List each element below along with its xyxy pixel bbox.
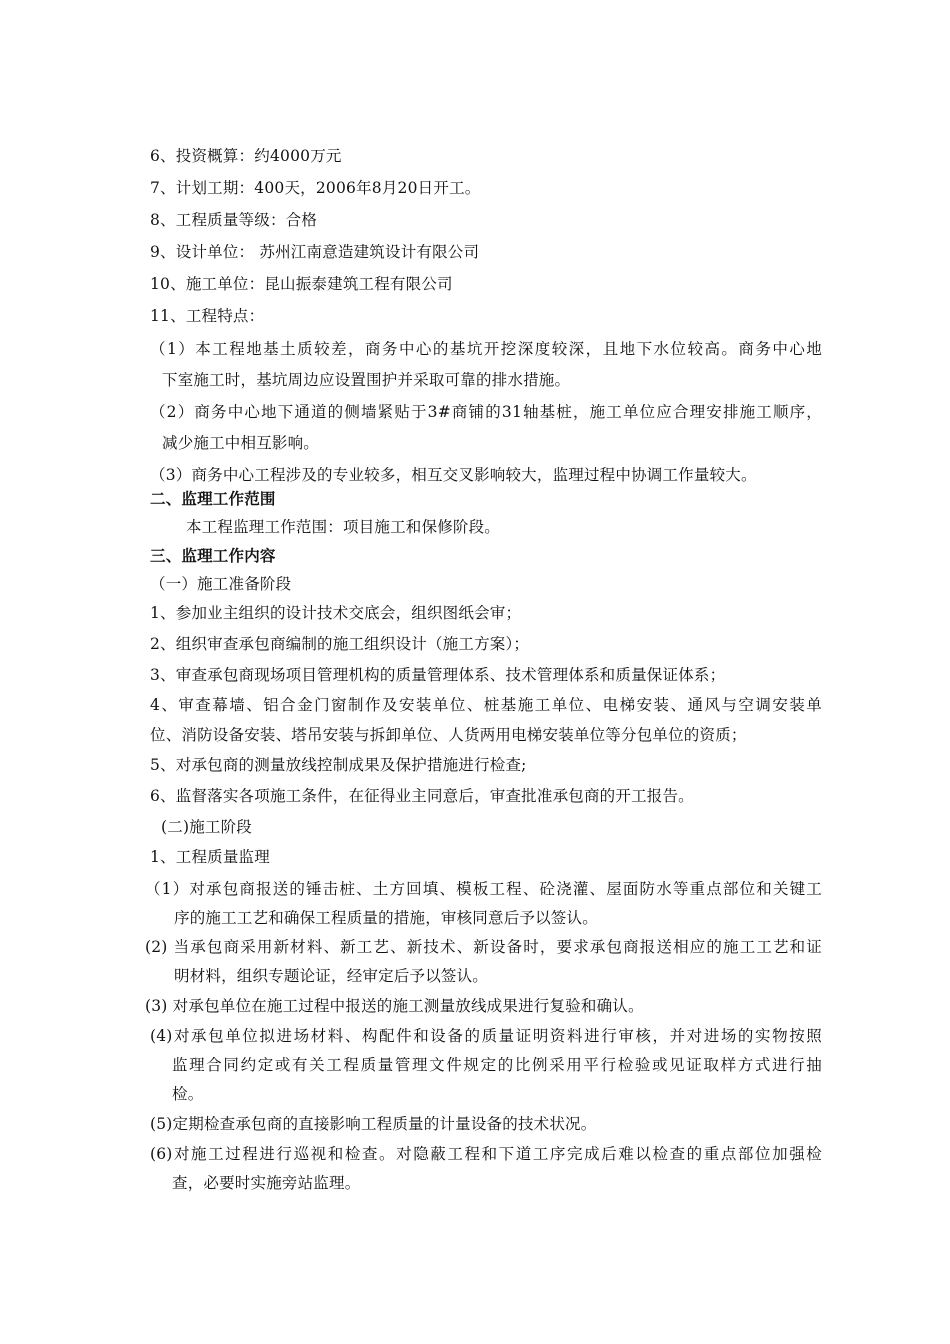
prep-item-4-line-2: 位、消防设备安装、塔吊安装与拆卸单位、人货两用电梯安装单位等分包单位的资质； (150, 726, 747, 744)
schedule-line: 7、计划工期：400天，2006年8月20日开工。 (150, 179, 481, 197)
quality-item-5: (5)定期检查承包商的直接影响工程质量的计量设备的技术状况。 (150, 1115, 597, 1133)
feature-2-line-2: 减少施工中相互影响。 (162, 434, 320, 452)
feature-3-line-1: （3）商务中心工程涉及的专业较多，相互交叉影响较大，监理过程中协调工作量较大。 (150, 466, 757, 484)
construction-stage-title: (二)施工阶段 (161, 818, 252, 836)
prep-item-4-line-1: 4、审查幕墙、铝合金门窗制作及安装单位、桩基施工单位、电梯安装、通风与空调安装单 (150, 696, 822, 714)
quality-item-4-line-1: (4)对承包单位拟进场材料、构配件和设备的质量证明资料进行审核，并对进场的实物按照 (150, 1027, 822, 1045)
section-2-body: 本工程监理工作范围：项目施工和保修阶段。 (186, 518, 501, 536)
investment-line: 6、投资概算：约4000万元 (150, 147, 342, 165)
quality-item-4-line-2: 监理合同约定或有关工程质量管理文件规定的比例采用平行检验或见证取样方式进行抽 (172, 1056, 822, 1074)
quality-item-3: (3) 对承包单位在施工过程中报送的施工测量放线成果进行复验和确认。 (145, 997, 644, 1015)
quality-grade-line: 8、工程质量等级：合格 (150, 211, 318, 229)
quality-item-6-line-1: (6)对施工过程进行巡视和检查。对隐蔽工程和下道工序完成后难以检查的重点部位加强检 (150, 1145, 822, 1163)
feature-1-line-2: 下室施工时，基坑周边应设置围护并采取可靠的排水措施。 (162, 371, 571, 389)
construction-unit-line: 10、施工单位：昆山振泰建筑工程有限公司 (150, 275, 453, 293)
feature-2-line-1: （2）商务中心地下通道的侧墙紧贴于3#商铺的31轴基桩，施工单位应合理安排施工顺序， (150, 403, 822, 421)
prep-item-5: 5、对承包商的测量放线控制成果及保护措施进行检查; (150, 756, 527, 774)
design-unit-line: 9、设计单位： 苏州江南意造建筑设计有限公司 (150, 243, 480, 261)
prep-item-6: 6、监督落实各项施工条件，在征得业主同意后，审查批准承包商的开工报告。 (150, 787, 694, 805)
prep-stage-title: （一）施工准备阶段 (150, 575, 292, 593)
quality-supervision-title: 1、工程质量监理 (150, 848, 270, 866)
section-2-heading: 二、监理工作范围 (150, 490, 276, 508)
quality-item-4-line-3: 检。 (172, 1085, 204, 1103)
quality-item-1-line-2: 序的施工工艺和确保工程质量的措施，审核同意后予以签认。 (174, 909, 598, 927)
quality-item-2-line-2: 明材料，组织专题论证，经审定后予以签认。 (174, 967, 489, 985)
features-title: 11、工程特点： (150, 307, 265, 325)
prep-item-3: 3、审查承包商现场项目管理机构的质量管理体系、技术管理体系和质量保证体系； (150, 666, 726, 684)
feature-1-line-1: （1）本工程地基土质较差，商务中心的基坑开挖深度较深，且地下水位较高。商务中心地 (150, 340, 822, 358)
quality-item-6-line-2: 查，必要时实施旁站监理。 (172, 1174, 361, 1192)
section-3-heading: 三、监理工作内容 (150, 547, 276, 565)
prep-item-1: 1、参加业主组织的设计技术交底会，组织图纸会审； (150, 604, 522, 622)
prep-item-2: 2、组织审查承包商编制的施工组织设计（施工方案）； (150, 635, 530, 653)
quality-item-1-line-1: （1）对承包商报送的锤击桩、土方回填、模板工程、砼浇灌、屋面防水等重点部位和关键工 (145, 880, 822, 898)
quality-item-2-line-1: (2) 当承包商采用新材料、新工艺、新技术、新设备时，要求承包商报送相应的施工工艺和证 (145, 938, 822, 956)
